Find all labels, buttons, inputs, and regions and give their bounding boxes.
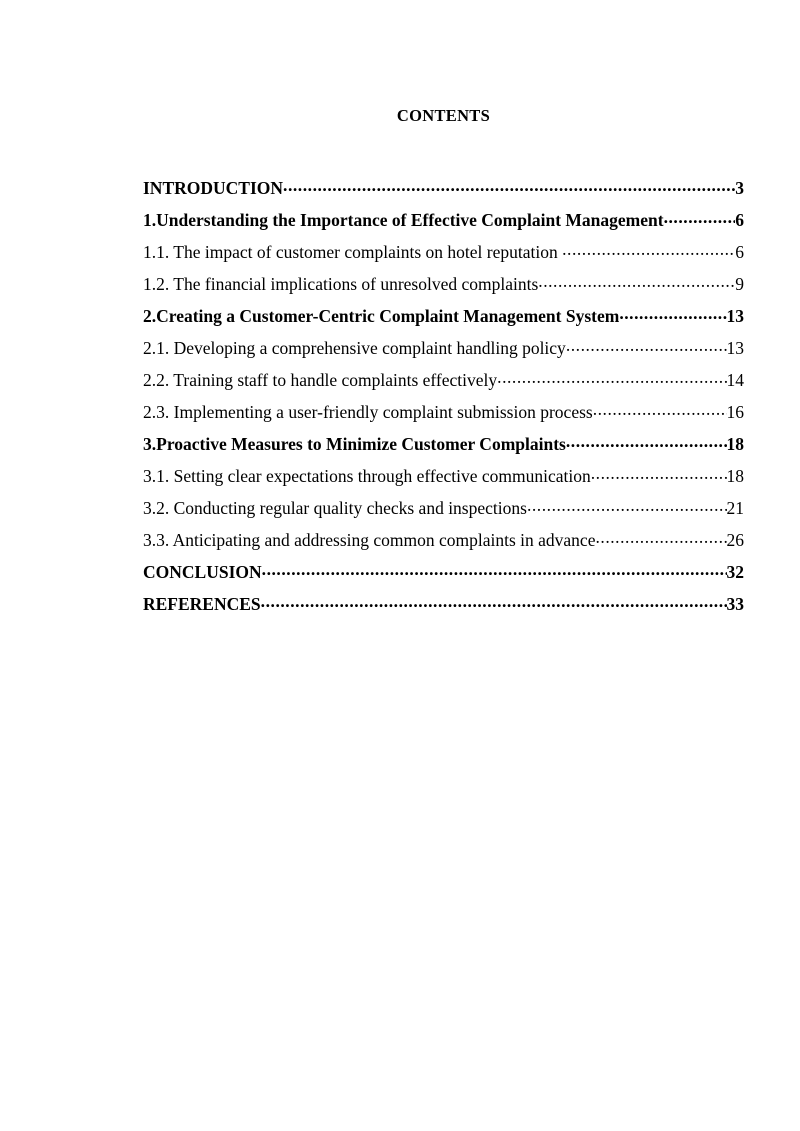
toc-dot-leader [527,497,727,515]
toc-entry-page-number: 18 [726,466,744,486]
toc-entry[interactable] [143,396,744,428]
toc-entry-page-number: 13 [726,338,744,358]
toc-dot-leader [591,465,727,483]
toc-entry-label: 3.Proactive Measures to Minimize Customer Complaints [143,434,566,454]
toc-entry-page-number: 6 [735,210,744,230]
toc-entry[interactable] [143,236,744,268]
toc-entry[interactable] [143,460,744,492]
toc-entry[interactable] [143,556,744,588]
toc-entry[interactable] [143,524,744,556]
toc-entry-page-number: 3 [735,178,744,198]
toc-dot-leader [593,401,727,419]
table-of-contents [143,126,744,620]
toc-entry[interactable] [143,268,744,300]
toc-dot-leader [538,273,735,291]
toc-entry-page-number: 14 [726,370,744,390]
toc-entry-page-number: 18 [726,434,744,454]
toc-entry-page-number: 16 [726,402,744,422]
toc-dot-leader [619,305,726,323]
toc-entry[interactable] [143,300,744,332]
toc-entry-page-number: 21 [726,498,744,518]
toc-dot-leader [562,241,735,259]
toc-entry-page-number: 13 [726,306,744,326]
toc-dot-leader [262,561,727,579]
toc-dot-leader [261,593,727,611]
toc-entry[interactable] [143,204,744,236]
toc-entry-label: 1.1. The impact of customer complaints on hotel reputation [143,242,563,262]
toc-dot-leader [566,337,727,355]
toc-dot-leader [566,433,727,451]
toc-entry-page-number: 33 [726,594,744,614]
toc-dot-leader [595,529,726,547]
toc-entry-page-number: 32 [726,562,744,582]
toc-entry[interactable] [143,492,744,524]
toc-dot-leader [497,369,726,387]
toc-entry[interactable] [143,172,744,204]
toc-entry[interactable] [143,428,744,460]
toc-entry[interactable] [143,364,744,396]
toc-entry-label: 3.3. Anticipating and addressing common complaints in advance [143,530,596,550]
toc-entry-label: REFERENCES [143,594,261,614]
toc-entry-label: 3.1. Setting clear expectations through effective communication [143,466,591,486]
toc-entry-page-number: 9 [735,274,744,294]
toc-entry-label: 3.2. Conducting regular quality checks and inspections [143,498,527,518]
toc-entry-label: 1.2. The financial implications of unresolved complaints [143,274,539,294]
toc-entry-page-number: 26 [726,530,744,550]
toc-dot-leader [664,209,736,227]
page-content [143,0,744,620]
toc-entry[interactable] [143,332,744,364]
toc-entry-label: INTRODUCTION [143,178,284,198]
page-title: CONTENTS [396,106,491,125]
toc-entry-label: 1.Understanding the Importance of Effective Complaint Management [143,210,664,230]
toc-entry-label: CONCLUSION [143,562,262,582]
toc-entry-label: 2.1. Developing a comprehensive complaint handling policy [143,338,566,358]
toc-entry[interactable] [143,588,744,620]
toc-entry-label: 2.Creating a Customer-Centric Complaint Management System [143,306,620,326]
toc-entry-label: 2.3. Implementing a user-friendly complaint submission process [143,402,593,422]
toc-entry-label: 2.2. Training staff to handle complaints effectively [143,370,498,390]
toc-dot-leader [283,177,735,195]
toc-entry-page-number: 6 [735,242,744,262]
